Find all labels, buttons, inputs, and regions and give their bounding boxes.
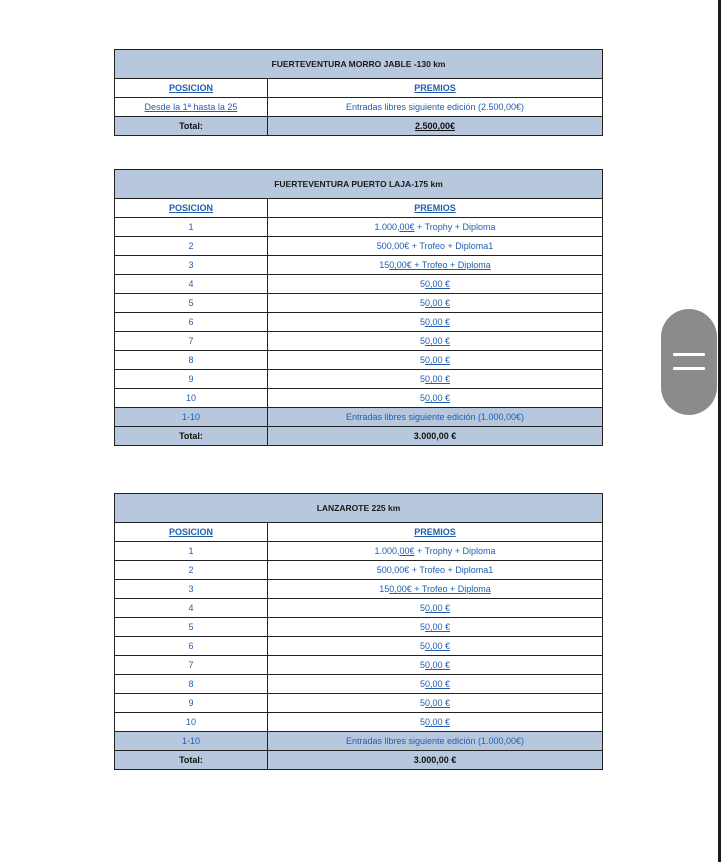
prize-text: 5	[419, 374, 425, 384]
table-row	[115, 713, 603, 732]
column-header-prizes[interactable]: PREMIOS	[268, 199, 603, 218]
table-row	[115, 389, 603, 408]
table-row	[115, 580, 603, 599]
prize-cell: Entradas libres siguiente edición (2.500,00€)	[268, 98, 603, 117]
prize-table-lanzarote	[114, 493, 603, 770]
drag-handle-bar	[673, 367, 705, 370]
prize-cell	[268, 351, 603, 370]
prize-text: 5	[419, 698, 425, 708]
position-cell: 8	[115, 675, 268, 694]
table-row	[115, 370, 603, 389]
table-row	[115, 294, 603, 313]
prize-text: 5	[419, 660, 425, 670]
total-label: Total:	[115, 751, 268, 770]
prize-cell: 500,00€ + Trofeo + Diploma1	[268, 561, 603, 580]
prize-cell	[268, 370, 603, 389]
prize-cell	[268, 580, 603, 599]
table-row	[115, 618, 603, 637]
position-cell: 1	[115, 542, 268, 561]
column-header-prizes[interactable]: PREMIOS	[268, 523, 603, 542]
table-row	[115, 351, 603, 370]
prize-cell	[268, 218, 603, 237]
position-cell: 7	[115, 656, 268, 675]
prize-cell	[268, 618, 603, 637]
position-cell: 9	[115, 370, 268, 389]
table-row	[115, 98, 603, 117]
prize-text: 5	[419, 298, 425, 308]
prize-text: + Trophy + Diploma	[414, 546, 496, 556]
table-row	[115, 637, 603, 656]
prize-text: 5	[419, 317, 425, 327]
prize-text-link[interactable]: 0,00 €	[424, 317, 451, 327]
prize-table-puerto-laja	[114, 169, 603, 446]
prize-cell	[268, 313, 603, 332]
position-cell[interactable]: Desde la 1ª hasta la 25	[115, 98, 268, 117]
prize-text: 5	[419, 717, 425, 727]
position-cell: 3	[115, 256, 268, 275]
position-cell: 7	[115, 332, 268, 351]
column-header-position[interactable]: POSICION	[115, 79, 268, 98]
position-cell: 3	[115, 580, 268, 599]
table-row	[115, 656, 603, 675]
table-row	[115, 275, 603, 294]
total-label: Total:	[115, 117, 268, 136]
prize-cell	[268, 256, 603, 275]
position-cell: 1	[115, 218, 268, 237]
prize-text: 5	[419, 622, 425, 632]
column-header-position[interactable]: POSICION	[115, 199, 268, 218]
prize-cell	[268, 599, 603, 618]
prize-text: 5	[419, 641, 425, 651]
prize-text: + Trophy + Diploma	[414, 222, 496, 232]
position-cell: 4	[115, 275, 268, 294]
prize-text-link[interactable]: 0,00 €	[424, 279, 451, 289]
table-row	[115, 561, 603, 580]
total-value-text: 2.500,00€	[414, 121, 456, 131]
position-cell: 1-10	[115, 732, 268, 751]
position-cell: 9	[115, 694, 268, 713]
prize-cell	[268, 637, 603, 656]
position-cell: 10	[115, 713, 268, 732]
total-value	[268, 117, 603, 136]
prize-text: 5	[419, 603, 425, 613]
prize-cell	[268, 332, 603, 351]
prize-text-link[interactable]: 0,00 €	[424, 374, 451, 384]
position-cell: 8	[115, 351, 268, 370]
table-row	[115, 313, 603, 332]
total-value: 3.000,00 €	[268, 751, 603, 770]
prize-cell: 500,00€ + Trofeo + Diploma1	[268, 237, 603, 256]
prize-cell	[268, 694, 603, 713]
total-row	[115, 117, 603, 136]
table-row	[115, 332, 603, 351]
position-cell: 2	[115, 561, 268, 580]
position-cell: 10	[115, 389, 268, 408]
prize-text-link[interactable]: 0,00 €	[425, 622, 451, 632]
total-row	[115, 427, 603, 446]
prize-text-link[interactable]: 0,00 €	[425, 679, 451, 689]
total-row	[115, 751, 603, 770]
prize-text: 1.000,	[374, 546, 400, 556]
prize-text-link[interactable]: 0,00 €	[424, 298, 451, 308]
table-row	[115, 694, 603, 713]
prize-table-morro-jable	[114, 49, 603, 136]
prize-cell	[268, 656, 603, 675]
table-title: FUERTEVENTURA PUERTO LAJA-175 km	[115, 170, 603, 199]
table-row	[115, 675, 603, 694]
table-row	[115, 237, 603, 256]
prize-text: 5	[419, 393, 425, 403]
position-cell: 1-10	[115, 408, 268, 427]
prize-text: 15	[379, 584, 390, 594]
prize-cell: Entradas libres siguiente edición (1.000,00€)	[268, 732, 603, 751]
scroll-handle[interactable]	[661, 309, 717, 415]
position-cell: 5	[115, 618, 268, 637]
table-title: LANZAROTE 225 km	[115, 494, 603, 523]
prize-text: 15	[379, 260, 390, 270]
table-row	[115, 542, 603, 561]
prize-text-link[interactable]: 00€	[399, 546, 415, 556]
total-label: Total:	[115, 427, 268, 446]
position-cell: 6	[115, 637, 268, 656]
total-value: 3.000,00 €	[268, 427, 603, 446]
prize-text: 5	[419, 679, 425, 689]
prize-text-link[interactable]: 0,00 €	[425, 717, 451, 727]
prize-cell	[268, 713, 603, 732]
prize-text-link[interactable]: 0,00 €	[424, 336, 451, 346]
prize-text-link[interactable]: 0,00 €	[424, 355, 451, 365]
table-row	[115, 218, 603, 237]
prize-text-link[interactable]: 0,00€ + Trofeo + Diploma	[389, 584, 491, 594]
prize-text-link[interactable]: 00€	[399, 222, 415, 232]
table-row-group	[115, 732, 603, 751]
prize-text-link[interactable]: 0,00 €	[425, 698, 451, 708]
table-title: FUERTEVENTURA MORRO JABLE -130 km	[115, 50, 603, 79]
prize-cell	[268, 275, 603, 294]
drag-handle-bar	[673, 353, 705, 356]
table-row	[115, 599, 603, 618]
prize-cell	[268, 389, 603, 408]
prize-text: 5	[419, 336, 425, 346]
prize-cell: Entradas libres siguiente edición (1.000,00€)	[268, 408, 603, 427]
prize-text: 5	[419, 355, 425, 365]
position-cell: 5	[115, 294, 268, 313]
column-header-prizes[interactable]: PREMIOS	[268, 79, 603, 98]
prize-text-link[interactable]: 0,00 €	[425, 660, 451, 670]
prize-text: 5	[419, 279, 425, 289]
position-cell: 6	[115, 313, 268, 332]
prize-cell	[268, 542, 603, 561]
position-cell: 4	[115, 599, 268, 618]
column-header-position[interactable]: POSICION	[115, 523, 268, 542]
position-cell: 2	[115, 237, 268, 256]
prize-text-link[interactable]: 0,00€ + Trofeo + Diploma	[389, 260, 491, 270]
prize-text: 1.000,	[374, 222, 400, 232]
prize-text-link[interactable]: 0,00 €	[425, 641, 451, 651]
table-row-group	[115, 408, 603, 427]
prize-text-link[interactable]: 0,00 €	[424, 393, 451, 403]
table-row	[115, 256, 603, 275]
prize-cell	[268, 294, 603, 313]
prize-cell	[268, 675, 603, 694]
prize-text-link[interactable]: 0,00 €	[425, 603, 451, 613]
